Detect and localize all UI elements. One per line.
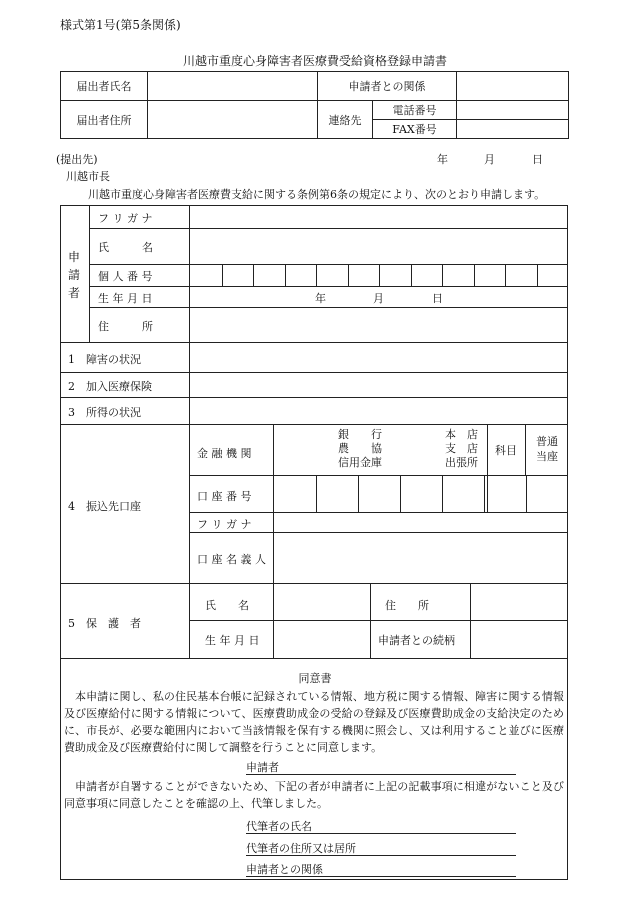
applicant-section-label: 申請者 <box>68 250 81 300</box>
personal-number-divider <box>411 265 412 286</box>
birth-day: 日 <box>432 292 443 305</box>
personal-number-divider <box>505 265 506 286</box>
personal-number-divider <box>253 265 254 286</box>
notifier-address-label: 届出者住所 <box>61 101 148 139</box>
personal-number-label: 個 人 番 号 <box>98 270 153 283</box>
income-field[interactable] <box>190 398 567 424</box>
consent-body: 本申請に関し、私の住民基本台帳に記録されている情報、地方税に関する情報、障害に関する情報及び医療給付に関する情報について、医療費助成金の受給の登録及び医療費助成金の支給決定のために、市長が、必要な範囲内において当該情報を保有する機関に照会し、又は利用すること並びに医療費助成金及び医療費給付に関して調整を行うことに同意します。 <box>64 690 564 754</box>
contact-label: 連絡先 <box>318 101 373 139</box>
bank-furigana-label: フ リ ガ ナ <box>197 518 252 531</box>
proxy-relation-label: 申請者との関係 <box>246 863 323 876</box>
proxy-name-label: 代筆者の氏名 <box>246 820 312 833</box>
institution-label: 金 融 機 関 <box>197 447 252 460</box>
personal-number-divider <box>537 265 538 286</box>
phone-field[interactable] <box>457 101 569 120</box>
applicant-address-label: 住 所 <box>98 320 153 333</box>
branch-type-main[interactable]: 本 店 <box>445 428 478 441</box>
account-number-cells[interactable] <box>274 476 568 512</box>
insurance-field[interactable] <box>190 373 567 397</box>
page-title: 川越市重度心身障害者医療費受給資格登録申請書 <box>182 54 447 68</box>
branch-type-branch[interactable]: 支 店 <box>445 442 478 455</box>
personal-number-divider <box>348 265 349 286</box>
bank-type-credit[interactable]: 信用金庫 <box>338 456 382 469</box>
income-label: 3 所得の状況 <box>68 406 141 419</box>
bank-type-agri[interactable]: 農 協 <box>338 442 382 455</box>
disability-field[interactable] <box>190 343 567 372</box>
consent-title: 同意書 <box>298 672 332 685</box>
personal-number-divider <box>222 265 223 286</box>
account-number-divider <box>316 476 317 512</box>
proxy-address-line[interactable] <box>246 840 516 856</box>
bank-type-left[interactable] <box>338 428 382 470</box>
guardian-relation-label: 申請者との続柄 <box>378 634 455 647</box>
guardian-name-label: 氏 名 <box>205 599 249 612</box>
proxy-relation-line[interactable] <box>246 861 516 877</box>
notifier-name-field[interactable] <box>148 72 318 101</box>
bank-type-bank[interactable]: 銀 行 <box>338 428 382 441</box>
submit-day: 日 <box>532 153 543 166</box>
guardian-relation-field[interactable] <box>471 621 567 659</box>
disability-label: 1 障害の状況 <box>68 353 141 366</box>
notifier-table <box>60 71 569 139</box>
notifier-address-field[interactable] <box>148 101 318 139</box>
birth-year: 年 <box>315 292 326 305</box>
guardian-birthdate-field[interactable] <box>274 621 370 659</box>
personal-number-divider <box>316 265 317 286</box>
fax-field[interactable] <box>457 120 569 139</box>
subject-ordinary[interactable]: 普通 <box>536 435 558 448</box>
account-number-divider <box>400 476 401 512</box>
subject-current[interactable]: 当座 <box>536 450 558 463</box>
applicant-furigana-field[interactable] <box>190 206 567 228</box>
applicant-name-label: 氏 名 <box>98 241 153 254</box>
guardian-birthdate-label: 生 年 月 日 <box>205 634 260 647</box>
subject-label: 科目 <box>495 444 517 457</box>
personal-number-cells[interactable] <box>190 265 568 286</box>
notifier-name-label: 届出者氏名 <box>61 72 148 101</box>
insurance-label: 2 加入医療保険 <box>68 380 152 393</box>
notifier-relation-field[interactable] <box>457 72 569 101</box>
birthdate-label: 生 年 月 日 <box>98 292 153 305</box>
guardian-address-label: 住 所 <box>385 599 429 612</box>
proxy-note: 申請者が自署することができないため、下記の者が申請者に上記の記載事項に相違がないこと及び同意事項に同意したことを確認の上、代筆しました。 <box>64 780 564 810</box>
account-number-divider <box>442 476 443 512</box>
guardian-label: 5 保 護 者 <box>68 617 141 630</box>
submit-year: 年 <box>437 153 448 166</box>
applicant-furigana-label: フ リ ガ ナ <box>98 212 153 225</box>
account-holder-label: 口 座 名 義 人 <box>197 553 266 566</box>
statement: 川越市重度心身障害者医療費支給に関する条例第6条の規定により、次のとおり申請します。 <box>88 188 546 201</box>
form-number: 様式第1号(第5条関係) <box>60 18 181 32</box>
personal-number-divider <box>474 265 475 286</box>
personal-number-divider <box>379 265 380 286</box>
bank-furigana-field[interactable] <box>274 513 567 532</box>
guardian-address-field[interactable] <box>471 584 567 620</box>
applicant-signature-line[interactable] <box>246 759 516 775</box>
account-number-label: 口 座 番 号 <box>197 490 252 503</box>
guardian-name-field[interactable] <box>274 584 370 620</box>
account-number-divider <box>526 476 527 512</box>
account-holder-field[interactable] <box>274 533 567 583</box>
proxy-address-label: 代筆者の住所又は居所 <box>246 842 356 855</box>
applicant-address-field[interactable] <box>190 308 567 342</box>
account-number-divider <box>358 476 359 512</box>
proxy-name-line[interactable] <box>246 818 516 834</box>
personal-number-divider <box>442 265 443 286</box>
transfer-label: 4 振込先口座 <box>68 500 141 513</box>
branch-type-office[interactable]: 出張所 <box>445 456 478 469</box>
submit-month: 月 <box>484 153 495 166</box>
applicant-signature-label: 申請者 <box>246 761 279 774</box>
recipient-label: (提出先) <box>56 153 98 166</box>
applicant-name-field[interactable] <box>190 229 567 264</box>
branch-type[interactable] <box>445 428 478 470</box>
subject-options[interactable] <box>536 434 558 464</box>
phone-label: 電話番号 <box>373 101 457 120</box>
birth-month: 月 <box>373 292 384 305</box>
fax-label: FAX番号 <box>373 120 457 139</box>
personal-number-divider <box>285 265 286 286</box>
recipient: 川越市長 <box>66 170 110 183</box>
notifier-relation-label: 申請者との関係 <box>318 72 457 101</box>
account-number-divider <box>484 476 485 512</box>
